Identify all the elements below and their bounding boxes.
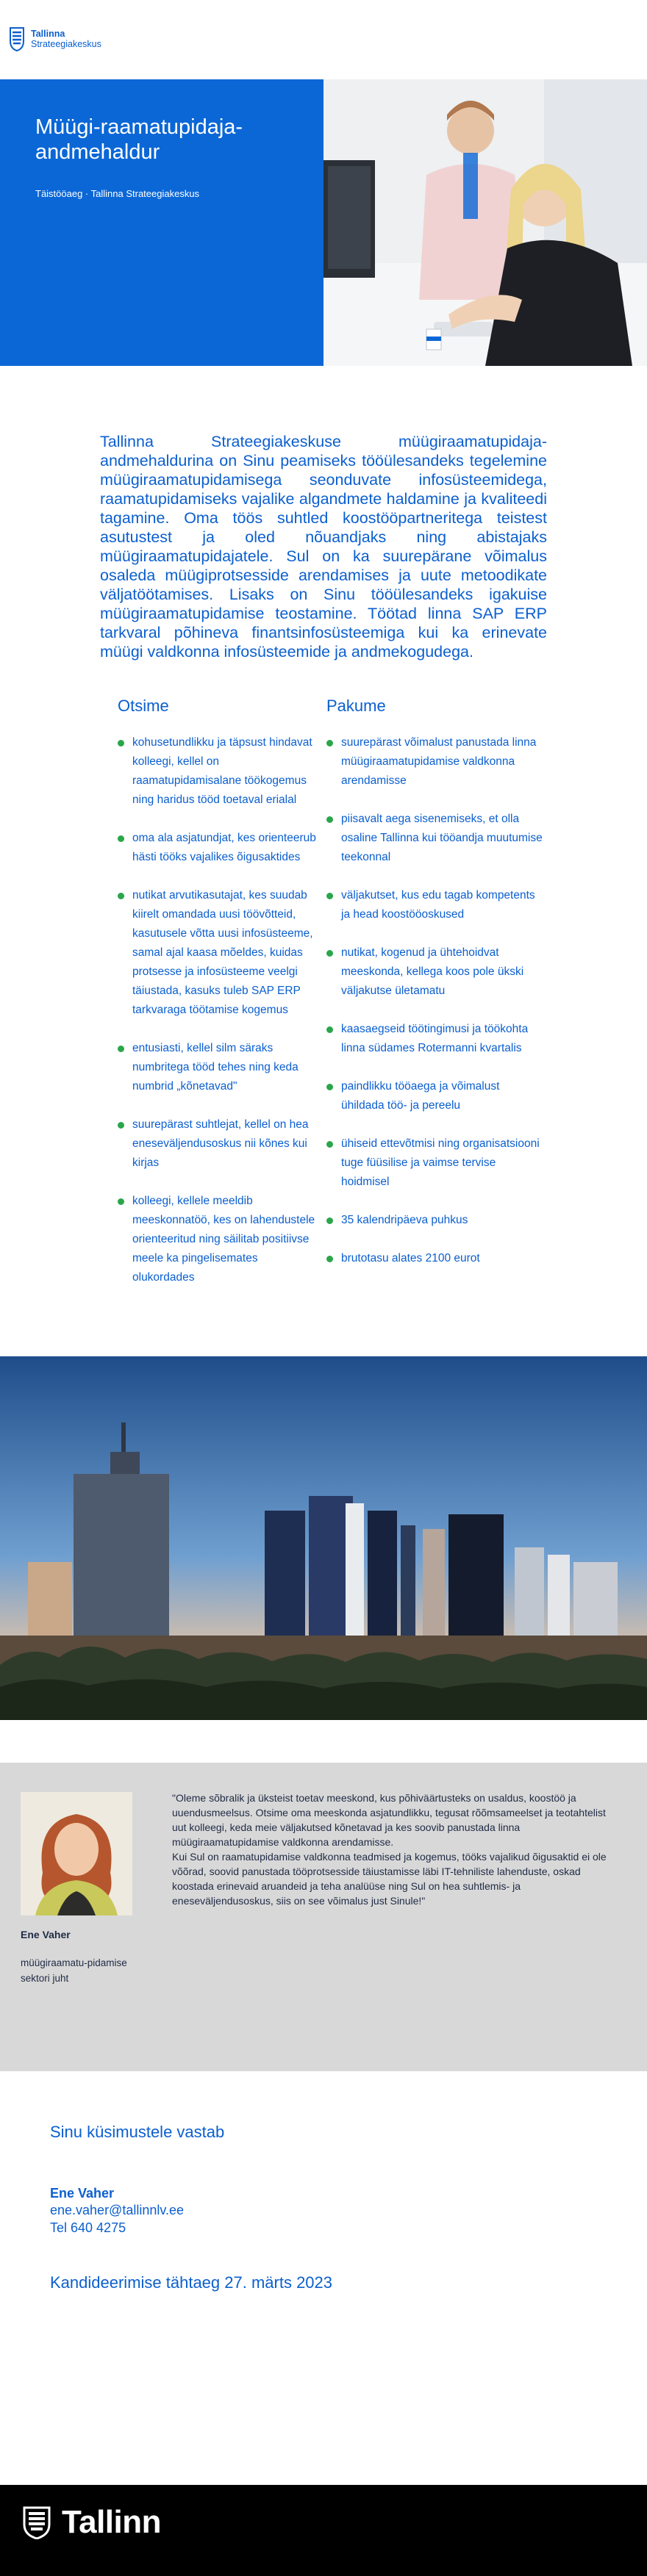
- contact-name: Ene Vaher: [50, 2186, 115, 2201]
- testimonial-name: Ene Vaher: [21, 1929, 71, 1940]
- portrait-illustration: [21, 1792, 132, 1915]
- offer-item: kaasaegseid töötingimusi ja töökohta linna südames Rotermanni kvartalis: [326, 1020, 544, 1058]
- site-header: [0, 0, 647, 79]
- seeking-item: entusiasti, kellel silm säraks numbritega tööd tehes ning keda numbrid „kõnetavad": [118, 1039, 318, 1096]
- contact-section: [0, 2071, 647, 2292]
- job-subtitle: Täistööaeg · Tallinna Strateegiakeskus: [35, 188, 200, 199]
- strateegiakeskus-logo[interactable]: [9, 26, 101, 51]
- testimonial-quote: "Oleme sõbralik ja üksteist toetav meeskond, kus põhiväärtusteks on usaldus, koostöö ja uuendusmeelsus. Otsime oma meeskonda asjatundlikku, tegusat rõõmsameelset ja teotahtelist uut kolleegi, keda meie väljakutsed kõnetavad ja kes soovib panustada linna müügiraamatupidamise valdkonna arendamisse. Kui Sul on raamatupidamise valdkonna teadmised ja kogemus, tööks vajalikud õigusaktid ei ole võõrad, soovid panustada tööprotsesside täiustamisse läbi IT-tehniliste lahenduste, oskad koostada erinevaid aruandeid ja teha analüüse ning Sul on hea suhtlemis- ja eneseväljendusoskus, siis on see võimalus just Sinule!": [172, 1792, 607, 1907]
- tallinn-crest-icon: [22, 2505, 51, 2539]
- offer-item: brutotasu alates 2100 eurot: [326, 1249, 544, 1268]
- tallinn-crest-icon: [9, 26, 25, 51]
- offer-column: [324, 697, 647, 1306]
- intro-section: [0, 366, 647, 661]
- seeking-item: kohusetundlikku ja täpsust hindavat kolleegi, kellel on raamatupidamisalane töökogemus ning haridus tööd toetaval erialal: [118, 733, 318, 810]
- seeking-list: [118, 733, 318, 1287]
- testimonial-section: [0, 1763, 647, 2071]
- tallinn-skyline-illustration: [0, 1356, 647, 1720]
- site-footer: [0, 2485, 647, 2576]
- offer-item: suurepärast võimalust panustada linna müügiraamatupidamise valdkonna arendamisse: [326, 733, 544, 791]
- seeking-item: nutikat arvutikasutajat, kes suudab kiirelt omandada uusi töövõtteid, kasutusele võtta uusi infosüsteeme, samal ajal kaasa mõeldes, kuidas protsesse ja infosüsteeme veelgi täiustada, kasuks tuleb SAP ERP tarkvaraga töötamise kogemus: [118, 886, 318, 1020]
- hero-banner: [0, 79, 647, 366]
- portrait-photo: [21, 1792, 132, 1915]
- logo-line-2: Strateegiakeskus: [31, 39, 101, 49]
- seeking-column: [0, 697, 324, 1306]
- offer-item: 35 kalendripäeva puhkus: [326, 1211, 544, 1230]
- offer-heading: Pakume: [326, 697, 386, 715]
- seeking-heading: Otsime: [118, 697, 169, 715]
- offer-item: ühiseid ettevõtmisi ning organisatsiooni tuge füüsilise ja vaimse tervise hoidmisel: [326, 1134, 544, 1192]
- contact-email-link[interactable]: ene.vaher@tallinnlv.ee: [50, 2203, 185, 2217]
- offer-item: paindlikku tööaega ja võimalust ühildada töö- ja pereelu: [326, 1077, 544, 1115]
- offer-list: [326, 733, 544, 1268]
- hero-text-panel: [0, 79, 324, 366]
- contact-phone: Tel 640 4275: [50, 2220, 126, 2235]
- logo-line-1: Tallinna: [31, 29, 65, 39]
- seeking-offer-section: [0, 661, 647, 1306]
- testimonial-role: müügiraamatu-pidamise sektori juht: [21, 1957, 127, 1984]
- seeking-item: oma ala asjatundjat, kes orienteerub hästi tööks vajalikes õigusaktides: [118, 829, 318, 867]
- office-scene-illustration: [324, 79, 647, 366]
- footer-wordmark: Tallinn: [62, 2504, 162, 2540]
- application-deadline: Kandideerimise tähtaeg 27. märts 2023: [50, 2273, 333, 2292]
- tallinn-footer-logo[interactable]: [22, 2504, 161, 2541]
- contact-heading: Sinu küsimustele vastab: [50, 2123, 225, 2141]
- seeking-item: suurepärast suhtlejat, kellel on hea eneseväljendusoskus nii kõnes kui kirjas: [118, 1115, 318, 1173]
- job-title: Müügi-raamatupidaja-andmehaldur: [35, 115, 243, 164]
- city-skyline-photo: [0, 1356, 647, 1720]
- logo-text: [31, 29, 101, 49]
- offer-item: nutikat, kogenud ja ühtehoidvat meeskonda, kellega koos pole ükski väljakutse ületamatu: [326, 943, 544, 1001]
- intro-paragraph: Tallinna Strateegiakeskuse müügiraamatupidaja-andmehaldurina on Sinu peamiseks tööülesandeks tegelemine müügiraamatupidamisega seonduvate infosüsteemidega, raamatupidamiseks vajalike algandmete haldamine ja kvaliteedi tagamine. Oma töös suhtled koostööpartneritega teistest asutustest ja oled nõuandjaks ning abistajaks müügiraamatupidajatele. Sul on ka suurepärane võimalus osaleda müügiprotsesside arendamises ja uute metoodikate väljatöötamises. Lisaks on Sinu tööülesandeks igakuise müügiraamatupidamise teostamine. Töötad linna SAP ERP tarkvaral põhineva finantsinfosüsteemiga kui ka erinevate müügi valdkonna infosüsteemide ja andmekogudega.: [100, 433, 547, 661]
- offer-item: väljakutset, kus edu tagab kompetents ja head koostööoskused: [326, 886, 544, 924]
- offer-item: piisavalt aega sisenemiseks, et olla osaline Tallinna kui tööandja muutumise teekonnal: [326, 810, 544, 867]
- hero-photo-office: [324, 79, 647, 366]
- seeking-item: kolleegi, kellele meeldib meeskonnatöö, kes on lahendustele orienteeritud ning säilitab positiivse meele ka pingelisemates olukordades: [118, 1192, 318, 1287]
